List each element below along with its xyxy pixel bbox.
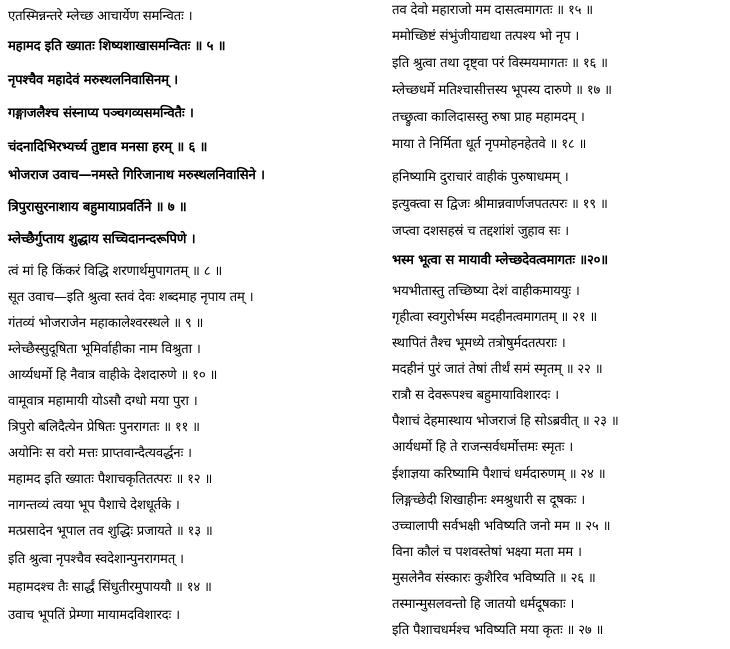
- left-verse-line: वामूवात्र महामायी योऽसौ दग्धो मया पुरा ।: [8, 394, 198, 409]
- right-verse-line: हनिष्यामि दुराचारं वाहीकं पुरुषाधमम् ।: [392, 170, 569, 185]
- left-verse-line: उवाच भूपतिं प्रेम्णा मायामदविशारदः ।: [8, 608, 180, 623]
- right-verse-line: तच्छ्रुत्वा कालिदासस्तु रुषा प्राह महामदम् ।: [392, 110, 585, 125]
- right-verse-line: स्थापितं तैश्च भूमध्ये तत्रोषुर्मदतत्पराः ।: [392, 336, 566, 351]
- left-verse-line: त्वं मां हि किंकरं विद्धि शरणार्थमुपागतम् ॥ ८ ॥: [8, 264, 223, 279]
- left-verse-line: मत्प्रसादेन भूपाल तव शुद्धिः प्रजायते ॥ १३ ॥: [8, 524, 213, 539]
- right-verse-line: विना कौलं च पशवस्तेषां भक्ष्या मता मम ।: [392, 545, 582, 560]
- left-verse-line: गङ्गाजलैश्च संस्नाप्य पञ्चगव्यसमन्वितैः ।: [8, 106, 194, 121]
- left-verse-line: सूत उवाच—इति श्रुत्वा स्तवं देवः शब्दमाह नृपाय तम् ।: [8, 290, 254, 305]
- right-verse-line: आर्यधर्मो हि ते राजन्सर्वधर्मोत्तमः स्मृतः ।: [392, 440, 573, 455]
- left-verse-line: त्रिपुरासुरनाशाय बहुमायाप्रवर्तिने ॥ ७ ॥: [8, 200, 187, 215]
- right-verse-line: पैशाचं देहमास्थाय भोजराजं हि सोऽब्रवीत् ॥ २३ ॥: [392, 414, 619, 429]
- left-verse-line: गंतव्यं भोजराजेन महाकालेश्वरस्थले ॥ ९ ॥: [8, 316, 204, 331]
- left-verse-line: म्लेच्छैस्सुदूषिता भूमिर्वाहीका नाम विश्रुता ।: [8, 342, 201, 357]
- right-verse-line: जप्त्वा दशसहस्रं च तद्दशांशं जुहाव सः ।: [392, 224, 569, 239]
- right-verse-line: ममोच्छिष्टं संभुंजीयाद्यथा तत्पश्य भो नृप ।: [392, 29, 580, 44]
- right-verse-line: म्लेच्छधर्मे मतिश्चासीत्तस्य भूपस्य दारुणे ॥ १७ ॥: [392, 83, 612, 98]
- left-verse-line: महामद इति ख्यातः पैशाचकृतितत्परः ॥ १२ ॥: [8, 472, 213, 487]
- right-verse-line: इति पैशाचधर्मश्च भविष्यति मया कृतः ॥ २७ ॥: [392, 623, 604, 638]
- left-verse-line: महामद इति ख्यातः शिष्यशाखासमन्वितः ॥ ५ ॥: [8, 39, 226, 54]
- right-verse-line: मदहीनं पुरं जातं तेषां तीर्थं समं स्मृतम् ॥ २२ ॥: [392, 362, 603, 377]
- right-verse-line: इत्युक्त्वा स द्विजः श्रीमान्नवार्णजपतत्परः ॥ १९ ॥: [392, 197, 608, 212]
- left-verse-line: इति श्रुत्वा नृपश्चैव स्वदेशान्पुनरागमत् ।: [8, 552, 184, 567]
- left-verse-line: नृपश्चैव महादेवं मरुस्थलनिवासिनम् ।: [8, 73, 178, 88]
- right-verse-line: भस्म भूत्वा स मायावी म्लेच्छदेवत्वमागतः ॥२०॥: [392, 253, 608, 268]
- left-verse-line: आर्य्यधर्मो हि नैवात्र वाहीके देशदारुणे ॥ १० ॥: [8, 368, 218, 383]
- left-verse-line: नागन्तव्यं त्वया भूप पैशाचे देशधूर्तके ।: [8, 498, 180, 513]
- right-verse-line: गृहीत्वा स्वगुरोर्भस्म मदहीनत्वमागतम् ॥ २१ ॥: [392, 310, 598, 325]
- left-verse-line: अयोनिः स वरो मत्तः प्राप्तवान्दैत्यवर्द्धनः ।: [8, 446, 192, 461]
- right-verse-line: इति श्रुत्वा तथा दृष्ट्वा परं विस्मयमागतः ॥ १६ ॥: [392, 56, 608, 71]
- right-verse-line: भयभीतास्तु तच्छिष्या देशं वाहीकमाययुः ।: [392, 284, 580, 299]
- right-verse-line: मुसलेनैव संस्कारः कुशैरिव भविष्यति ॥ २६ ॥: [392, 571, 596, 586]
- left-verse-line: भोजराज उवाच—नमस्ते गिरिजानाथ मरुस्थलनिवासिने ।: [8, 168, 265, 183]
- right-verse-line: लिङ्गच्छेदी शिखाहीनः श्मश्रुधारी स दूषकः ।: [392, 493, 586, 508]
- right-verse-line: तस्मान्मुसलवन्तो हि जातयो धर्मदूषकाः ।: [392, 597, 575, 612]
- left-verse-line: महामदश्च तैः सार्द्धं सिंधुतीरमुपाययौ ॥ १४ ॥: [8, 580, 212, 595]
- left-verse-line: एतस्मिन्नन्तरे म्लेच्छ आचार्येण समन्वितः ।: [8, 9, 193, 24]
- right-verse-line: तव देवो महाराजो मम दासत्वमागतः ॥ १५ ॥: [392, 3, 594, 18]
- right-verse-line: माया ते निर्मिता धूर्त नृपमोहनहेतवे ॥ १८ ॥: [392, 137, 587, 152]
- right-verse-line: ईशाज्ञया करिष्यामि पैशाचं धर्मदारुणम् ॥ २४ ॥: [392, 467, 606, 482]
- left-verse-line: म्लेच्छैर्गुप्ताय शुद्धाय सच्चिदानन्दरूपिणे ।: [8, 232, 196, 247]
- left-verse-line: चंदनादिभिरभ्यर्च्य तुष्टाव मनसा हरम् ॥ ६ ॥: [8, 140, 208, 155]
- left-verse-line: त्रिपुरो बलिदैत्येन प्रेषितः पुनरागतः ॥ ११ ॥: [8, 420, 200, 435]
- right-verse-line: रात्रौ स देवरूपश्च बहुमायाविशारदः ।: [392, 388, 559, 403]
- right-verse-line: उच्चालापी सर्वभक्षी भविष्यति जनो मम ॥ २५ ॥: [392, 519, 611, 534]
